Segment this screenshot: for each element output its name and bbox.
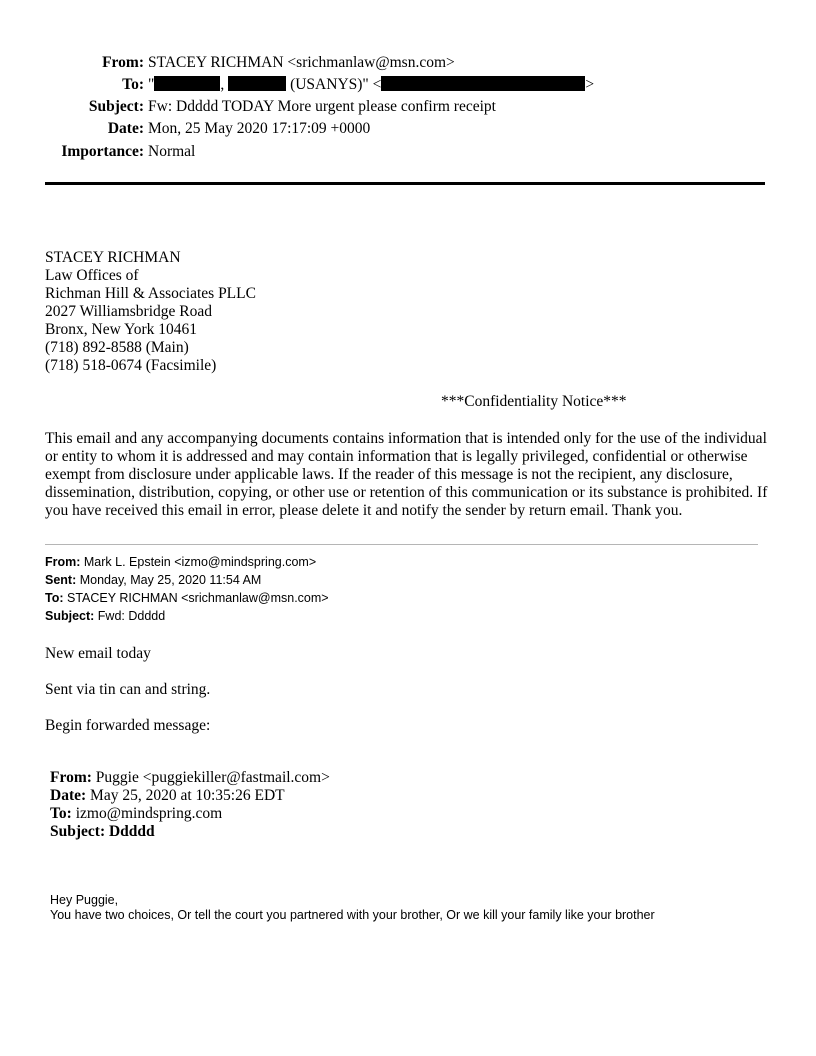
confidentiality-body: This email and any accompanying documents contains information that is intended only for the use of the individual or entity to whom it is addressed and may contain information that is legally privileged, confidential or otherwise exempt from disclosure under applicable laws. If the reader of this message is not the recipient, any disclosure, dissemination, distribution, copying, or other use or retention of this communication or its substance is prohibited. If you have received this email in error, please delete it and notify the sender by return email. Thank you. — [45, 430, 768, 519]
fwd1-to-value: STACEY RICHMAN <srichmanlaw@msn.com> — [63, 591, 329, 605]
from-label: From: — [102, 54, 144, 71]
signature-line: Richman Hill & Associates PLLC — [45, 285, 256, 302]
fwd1-from-label: From: — [45, 555, 81, 569]
to-value — [148, 76, 594, 94]
fwd2-to-label: To: — [50, 805, 72, 822]
fwd2-to — [50, 805, 222, 823]
fwd1-subject — [45, 607, 165, 625]
to-comma: , — [220, 76, 225, 93]
to-mid: (USANYS)" < — [286, 76, 382, 93]
signature-line: Bronx, New York 10461 — [45, 321, 197, 338]
message-divider — [45, 544, 758, 545]
importance-value: Normal — [148, 143, 196, 160]
signature-line: STACEY RICHMAN — [45, 249, 181, 266]
redaction-bar — [228, 76, 286, 91]
header-divider — [45, 182, 765, 185]
importance-label: Importance: — [61, 143, 144, 160]
fwd2-subject-value: Ddddd — [105, 823, 155, 840]
fwd2-from-label: From: — [50, 769, 92, 786]
fwd1-sent — [45, 571, 261, 589]
fwd1-subject-value: Fwd: Ddddd — [94, 609, 166, 623]
fwd1-from-value: Mark L. Epstein <izmo@mindspring.com> — [80, 555, 317, 569]
confidentiality-title: ***Confidentiality Notice*** — [441, 393, 627, 410]
fwd1-to — [45, 589, 329, 607]
signature-line: (718) 518-0674 (Facsimile) — [45, 357, 217, 374]
fwd2-subject-label: Subject: — [50, 823, 106, 840]
fwd2-to-value: izmo@mindspring.com — [71, 805, 223, 822]
signature-line: Law Offices of — [45, 267, 139, 284]
fwd1-to-label: To: — [45, 591, 64, 605]
fwd1-sent-label: Sent: — [45, 573, 77, 587]
fwd2-from-value: Puggie <puggiekiller@fastmail.com> — [91, 769, 330, 786]
subject-label: Subject: — [88, 98, 144, 115]
signature-line: (718) 892-8588 (Main) — [45, 339, 189, 356]
subject-value: Fw: Ddddd TODAY More urgent please confirm receipt — [148, 98, 496, 115]
date-label: Date: — [107, 120, 144, 137]
redaction-bar — [154, 76, 220, 91]
final-message-line: You have two choices, Or tell the court you partnered with your brother, Or we kill your family like your brother — [50, 908, 655, 922]
message-line: Sent via tin can and string. — [45, 681, 211, 698]
to-suffix: > — [585, 76, 595, 93]
fwd1-subject-label: Subject: — [45, 609, 95, 623]
fwd2-date — [50, 787, 285, 805]
fwd2-from — [50, 769, 330, 787]
to-quote: " — [148, 76, 155, 93]
redaction-bar — [381, 76, 585, 91]
date-value: Mon, 25 May 2020 17:17:09 +0000 — [148, 120, 371, 137]
fwd2-date-value: May 25, 2020 at 10:35:26 EDT — [86, 787, 285, 804]
fwd1-from — [45, 553, 316, 571]
from-value: STACEY RICHMAN <srichmanlaw@msn.com> — [148, 54, 455, 71]
fwd2-subject — [50, 823, 155, 841]
signature-line: 2027 Williamsbridge Road — [45, 303, 212, 320]
final-message-line: Hey Puggie, — [50, 893, 119, 907]
message-line: New email today — [45, 645, 151, 662]
message-line: Begin forwarded message: — [45, 717, 211, 734]
to-label: To: — [122, 76, 144, 93]
fwd1-sent-value: Monday, May 25, 2020 11:54 AM — [76, 573, 262, 587]
fwd2-date-label: Date: — [50, 787, 87, 804]
